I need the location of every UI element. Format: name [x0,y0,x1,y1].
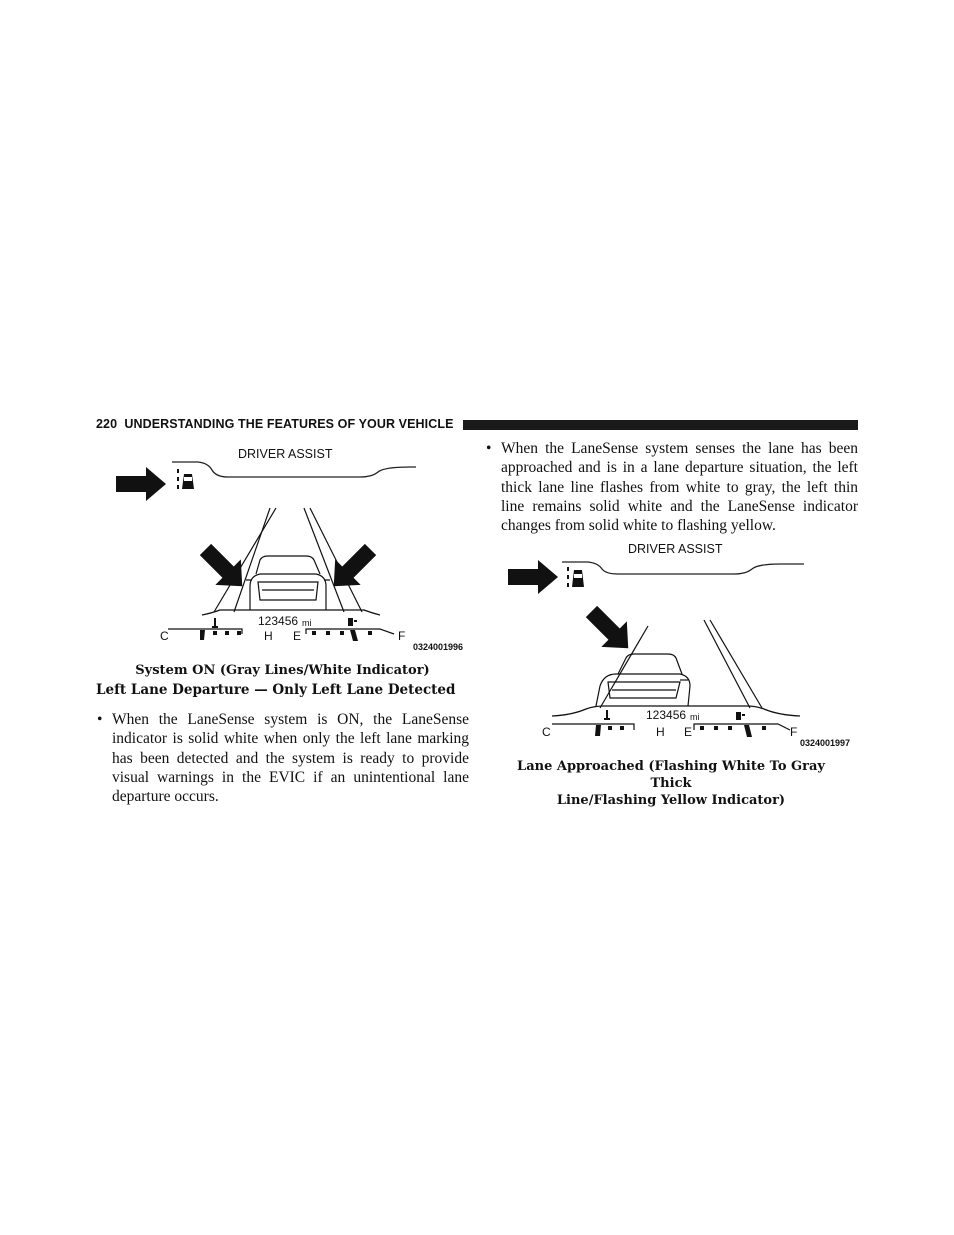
header-text [96,417,454,431]
arrow-left-lane-icon [193,537,255,599]
display-top-border [172,462,416,477]
bullet-text: When the LaneSense system senses the lane has been approached and is in a lane departure situation, the left thick lane line flashes from white to gray, the left thin line remains solid white and the LaneSense indicator changes from solid white to flashing yellow. [501,440,858,535]
fuel-icon [736,712,745,720]
figure-code: 0324001997 [800,738,851,748]
temp-gauge-c-label: C [542,725,551,739]
odometer-value: 123456 [646,708,687,722]
arrow-right-lane-icon [321,537,383,599]
figure1-caption: System ON (Gray Lines/White Indicator) [135,663,430,678]
temperature-icon [212,618,218,628]
fuel-gauge-f-label: F [790,725,798,739]
fuel-gauge-ticks [312,630,372,641]
bullet-lane-approached [486,439,858,535]
temp-gauge-c-label: C [160,629,169,643]
fuel-gauge-track [306,629,394,634]
right-thin-lane-line [304,508,344,612]
page-number: 220 [96,417,118,431]
figure2-caption-line2: Line/Flashing Yellow Indicator) [556,793,786,808]
arrow-left-lane-icon [579,599,641,661]
bullet-text: When the LaneSense system is ON, the LaneSense indicator is solid white when only the left lane marking has been detected and the system is ready to provide visual warnings in the EVIC if an unintentional lane departure occurs. [112,711,469,806]
lanesense-indicator-icon [567,567,584,587]
fuel-gauge-f-label: F [398,629,406,643]
odometer-unit: mi [302,618,312,628]
driver-assist-title: DRIVER ASSIST [238,447,333,461]
figure-lane-approached [500,536,860,751]
bullet-symbol: • [486,440,492,457]
fuel-gauge-e-label: E [293,629,302,643]
arrow-to-indicator-icon [116,467,166,501]
figure-code: 0324001996 [413,642,464,652]
section-subheading: Left Lane Departure — Only Left Lane Detected [96,682,456,698]
bullet-left-lane-detected [97,710,469,806]
figure-lane-approached-illustration [500,536,860,751]
fuel-gauge-ticks [700,725,766,737]
figure-system-on [110,440,470,655]
bullet-symbol: • [97,711,103,728]
page-header [96,416,858,434]
vehicle-rear-icon [596,654,690,706]
right-thin-lane-line [704,620,750,708]
fuel-gauge-track [694,724,790,730]
temp-gauge-ticks [200,630,241,640]
header-rule [463,420,858,430]
display-top-border [562,562,804,574]
odometer-value: 123456 [258,614,299,628]
temp-gauge-h-label: H [264,629,273,643]
right-thick-lane-line [710,620,762,708]
figure-system-on-illustration [110,440,470,655]
figure2-caption-line1: Lane Approached (Flashing White To Gray Thick [517,759,825,791]
temp-gauge-h-label: H [656,725,665,739]
figure2-caption [496,758,846,809]
odometer-unit: mi [690,712,700,722]
fuel-gauge-e-label: E [684,725,693,739]
arrow-to-indicator-icon [508,560,558,594]
temperature-icon [604,710,610,720]
driver-assist-title: DRIVER ASSIST [628,542,723,556]
section-title: UNDERSTANDING THE FEATURES OF YOUR VEHICLE [124,417,454,431]
temp-gauge-track [168,629,242,634]
vehicle-rear-icon [246,556,330,610]
left-thin-lane-line [234,508,270,612]
lanesense-indicator-icon [177,469,194,489]
temp-gauge-ticks [595,725,624,736]
fuel-icon [348,618,357,626]
